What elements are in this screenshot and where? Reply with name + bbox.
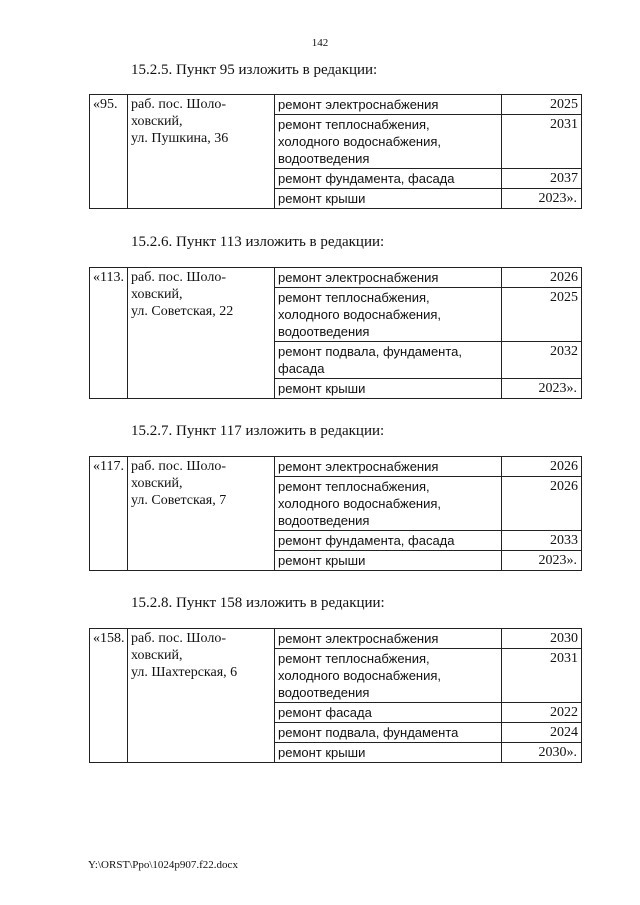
- address-line: ховский,: [131, 648, 183, 663]
- address-line: ул. Шахтерская, 6: [131, 665, 238, 680]
- year-cell: 2033: [502, 531, 582, 551]
- work-cell: [275, 531, 502, 551]
- work-line: ремонт крыши: [278, 553, 366, 568]
- address-line: ул. Пушкина, 36: [131, 131, 229, 146]
- address-line: раб. пос. Шоло-: [131, 270, 226, 285]
- address-line: ховский,: [131, 114, 183, 129]
- address-line: раб. пос. Шоло-: [131, 459, 226, 474]
- address-cell: [128, 268, 275, 399]
- work-line: водоотведения: [278, 324, 370, 339]
- year-cell: 2026: [502, 477, 582, 531]
- work-line: водоотведения: [278, 151, 370, 166]
- year-cell: 2025: [502, 95, 582, 115]
- table-row: [90, 629, 582, 649]
- work-line: водоотведения: [278, 685, 370, 700]
- section-heading: 15.2.6. Пункт 113 изложить в редакции:: [131, 234, 385, 250]
- year-cell: 2031: [502, 115, 582, 169]
- year-cell: 2022: [502, 703, 582, 723]
- address-line: ул. Советская, 22: [131, 304, 234, 319]
- table-row: [90, 268, 582, 288]
- address-line: раб. пос. Шоло-: [131, 97, 226, 112]
- work-line: ремонт подвала, фундамента,: [278, 344, 463, 359]
- work-cell: [275, 551, 502, 571]
- work-line: ремонт подвала, фундамента: [278, 725, 459, 740]
- work-cell: [275, 629, 502, 649]
- work-cell: [275, 743, 502, 763]
- work-line: фасада: [278, 361, 325, 376]
- year-cell: 2030: [502, 629, 582, 649]
- work-cell: [275, 649, 502, 703]
- work-line: ремонт электроснабжения: [278, 631, 439, 646]
- work-line: ремонт крыши: [278, 745, 366, 760]
- work-line: ремонт крыши: [278, 381, 366, 396]
- year-cell: 2023».: [502, 551, 582, 571]
- work-line: водоотведения: [278, 513, 370, 528]
- work-cell: [275, 723, 502, 743]
- year-cell: 2026: [502, 457, 582, 477]
- work-cell: [275, 703, 502, 723]
- work-cell: [275, 342, 502, 379]
- year-cell: 2030».: [502, 743, 582, 763]
- work-cell: [275, 457, 502, 477]
- year-cell: 2037: [502, 169, 582, 189]
- work-cell: [275, 95, 502, 115]
- address-line: раб. пос. Шоло-: [131, 631, 226, 646]
- section-heading: 15.2.7. Пункт 117 изложить в редакции:: [131, 423, 385, 439]
- work-line: ремонт электроснабжения: [278, 97, 439, 112]
- work-line: ремонт электроснабжения: [278, 459, 439, 474]
- item-number: «95.: [90, 95, 128, 209]
- item-number: «113.: [90, 268, 128, 399]
- work-line: холодного водоснабжения,: [278, 668, 442, 683]
- year-cell: 2026: [502, 268, 582, 288]
- address-cell: [128, 629, 275, 763]
- work-line: холодного водоснабжения,: [278, 496, 442, 511]
- work-line: ремонт фундамента, фасада: [278, 171, 455, 186]
- footer-file-path: Y:\ORST\Ppo\1024p907.f22.docx: [88, 859, 238, 871]
- address-line: ховский,: [131, 287, 183, 302]
- amendment-table: [89, 267, 582, 399]
- address-line: ул. Советская, 7: [131, 493, 227, 508]
- work-line: холодного водоснабжения,: [278, 134, 442, 149]
- work-cell: [275, 189, 502, 209]
- work-cell: [275, 477, 502, 531]
- amendment-table: [89, 456, 582, 571]
- work-line: ремонт фасада: [278, 705, 372, 720]
- year-cell: 2025: [502, 288, 582, 342]
- table-row: [90, 457, 582, 477]
- work-cell: [275, 379, 502, 399]
- year-cell: 2023».: [502, 379, 582, 399]
- address-line: ховский,: [131, 476, 183, 491]
- work-line: ремонт электроснабжения: [278, 270, 439, 285]
- work-line: ремонт фундамента, фасада: [278, 533, 455, 548]
- item-number: «117.: [90, 457, 128, 571]
- work-cell: [275, 268, 502, 288]
- year-cell: 2032: [502, 342, 582, 379]
- work-line: ремонт теплоснабжения,: [278, 651, 430, 666]
- work-cell: [275, 169, 502, 189]
- year-cell: 2031: [502, 649, 582, 703]
- year-cell: 2024: [502, 723, 582, 743]
- work-line: ремонт теплоснабжения,: [278, 290, 430, 305]
- section-heading: 15.2.5. Пункт 95 изложить в редакции:: [131, 62, 378, 78]
- table-row: [90, 95, 582, 115]
- work-line: ремонт крыши: [278, 191, 366, 206]
- page-number: 142: [311, 37, 329, 49]
- work-line: ремонт теплоснабжения,: [278, 479, 430, 494]
- work-cell: [275, 288, 502, 342]
- work-line: холодного водоснабжения,: [278, 307, 442, 322]
- amendment-table: [89, 94, 582, 209]
- year-cell: 2023».: [502, 189, 582, 209]
- section-heading: 15.2.8. Пункт 158 изложить в редакции:: [131, 595, 385, 611]
- address-cell: [128, 95, 275, 209]
- item-number: «158.: [90, 629, 128, 763]
- address-cell: [128, 457, 275, 571]
- amendment-table: [89, 628, 582, 763]
- work-line: ремонт теплоснабжения,: [278, 117, 430, 132]
- work-cell: [275, 115, 502, 169]
